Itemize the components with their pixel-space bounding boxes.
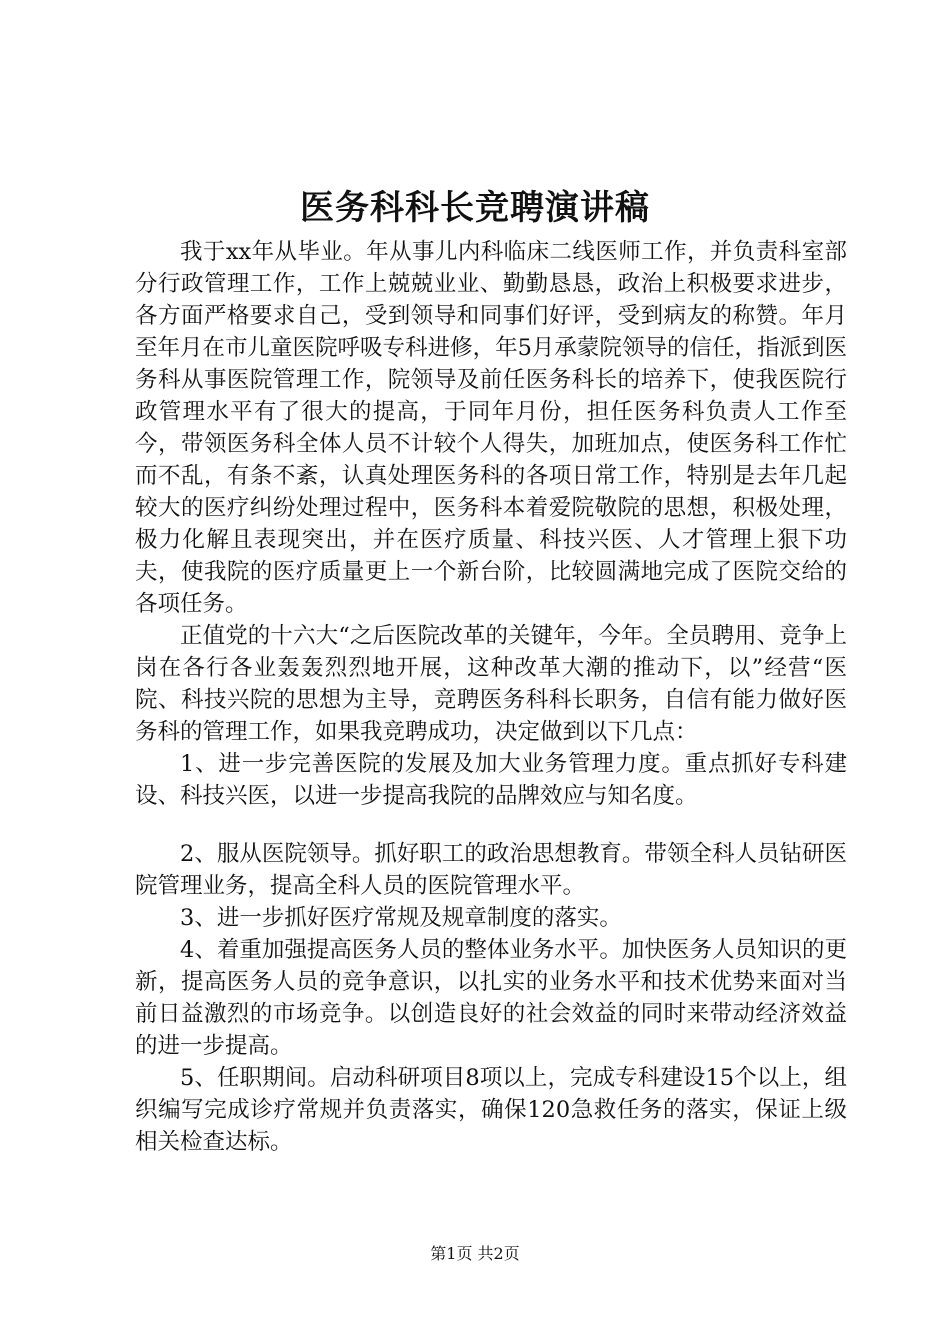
document-title: 医务科科长竞聘演讲稿 <box>300 188 650 228</box>
paragraph-point-3: 3、进一步抓好医疗常规及规章制度的落实。 <box>180 905 622 931</box>
page-footer: 第1页 共2页 <box>430 1244 520 1263</box>
paragraph-point-4: 4、着重加强提高医务人员的整体业务水平。加快医务人员知识的更新，提高医务人员的竞争意识，以扎实的业务水平和技术优势来面对当前日益激烈的市场竞争。以创造良好的社会效益的同时来带动经济效益的进一步提高。 <box>135 937 847 1059</box>
paragraph-point-5: 5、任职期间。启动科研项目8项以上，完成专科建设15个以上，组织编写完成诊疗常规并负责落实，确保120急救任务的落实，保证上级相关检查达标。 <box>135 1065 847 1155</box>
paragraph-point-1: 1、进一步完善医院的发展及加大业务管理力度。重点抓好专科建设、科技兴医，以进一步提高我院的品牌效应与知名度。 <box>135 751 847 809</box>
document-body <box>135 236 847 1158</box>
paragraph-intro: 我于xx年从毕业。年从事儿内科临床二线医师工作，并负责科室部分行政管理工作，工作上兢兢业业、勤勤恳恳，政治上积极要求进步，各方面严格要求自己，受到领导和同事们好评，受到病友的称赞。年月至年月在市儿童医院呼吸专科进修，年5月承蒙院领导的信任，指派到医务科从事医院管理工作，院领导及前任医务科长的培养下，使我医院行政管理水平有了很大的提高，于同年月份，担任医务科负责人工作至今，带领医务科全体人员不计较个人得失，加班加点，使医务科工作忙而不乱，有条不紊，认真处理医务科的各项日常工作，特别是去年几起较大的医疗纠纷处理过程中，医务科本着爱院敬院的思想，积极处理，极力化解且表现突出，并在医疗质量、科技兴医、人才管理上狠下功夫，使我院的医疗质量更上一个新台阶，比较圆满地完成了医院交给的各项任务。 <box>135 239 847 617</box>
paragraph-context: 正值党的十六大“之后医院改革的关键年，今年。全员聘用、竞争上岗在各行各业轰轰烈烈地开展，这种改革大潮的推动下，以”经营“医院、科技兴院的思想为主导，竞聘医务科科长职务，自信有能力做好医务科的管理工作，如果我竞聘成功，决定做到以下几点： <box>135 623 847 745</box>
paragraph-point-2: 2、服从医院领导。抓好职工的政治思想教育。带领全科人员钻研医院管理业务，提高全科人员的医院管理水平。 <box>135 841 847 899</box>
paragraph-spacer <box>135 812 847 838</box>
